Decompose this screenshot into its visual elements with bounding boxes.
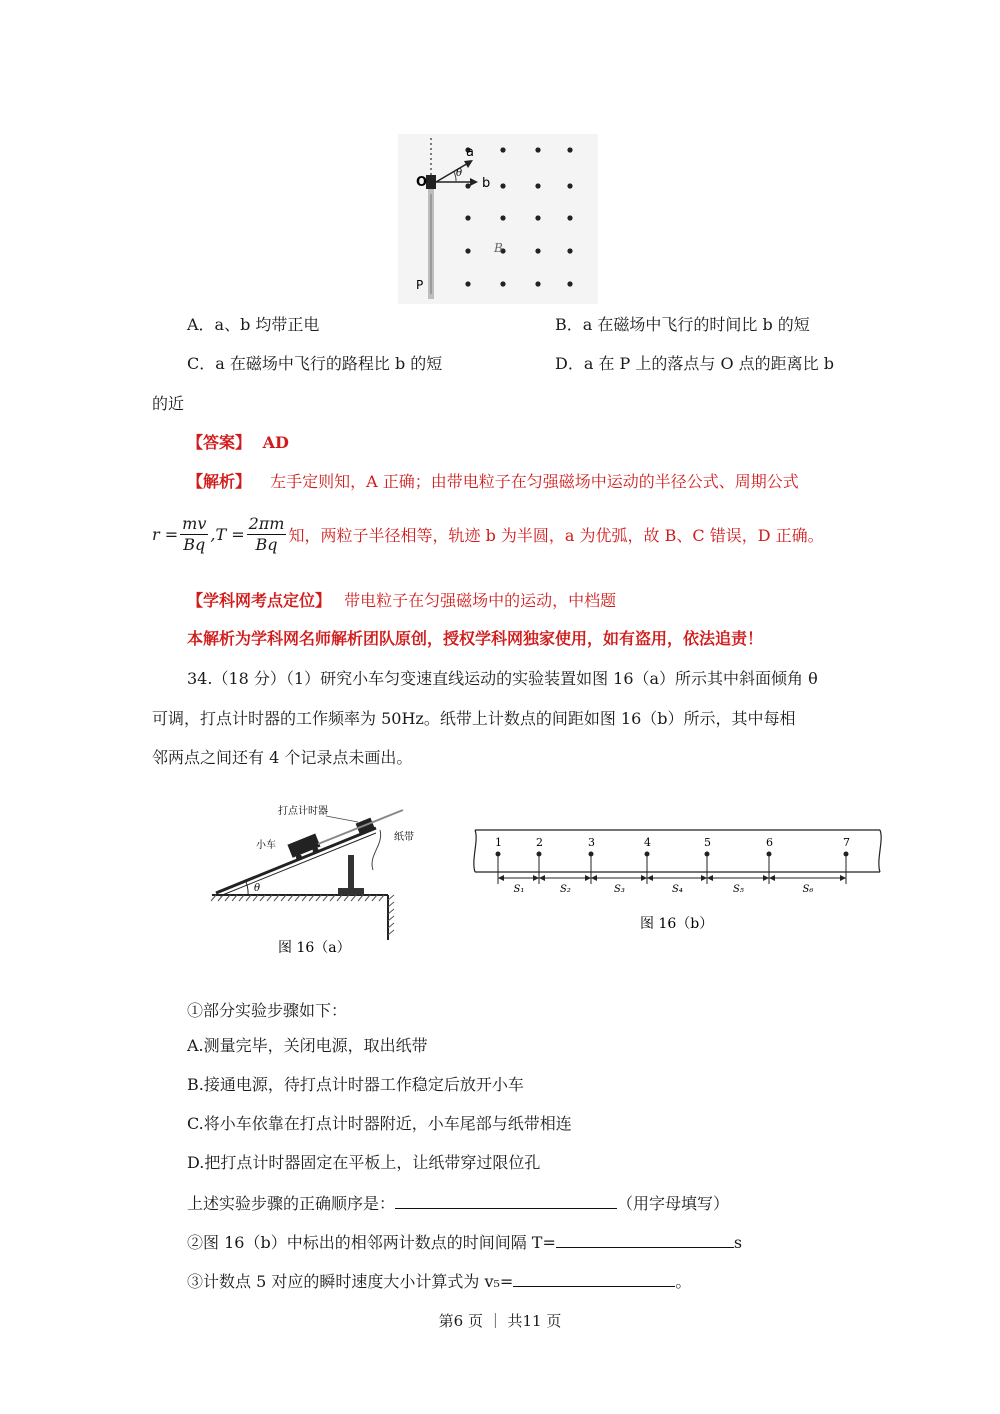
field-dot	[535, 248, 540, 253]
field-dot	[567, 147, 572, 152]
analysis-line1	[187, 471, 799, 493]
option-c: C．a 在磁场中飞行的路程比 b 的短	[187, 354, 443, 373]
order-question	[187, 1192, 729, 1215]
fig16a-label-tape: 纸带	[394, 832, 414, 843]
tape-point-label: 5	[704, 836, 711, 849]
tape-point-label: 2	[536, 836, 543, 849]
field-dot	[535, 281, 540, 286]
answer	[187, 432, 289, 454]
field-dot	[567, 248, 572, 253]
question34-line1: 34.（18 分）（1）研究小车匀变速直线运动的实验装置如图 16（a）所示其中斜面倾角 θ	[187, 669, 818, 688]
fraction-mv-bq	[180, 514, 208, 555]
step-d: D.把打点计时器固定在平板上，让纸带穿过限位孔	[187, 1153, 541, 1172]
answer-label: 【答案】	[187, 433, 252, 452]
kaodian	[187, 590, 616, 612]
formula-T: ,T =	[210, 525, 245, 544]
segment-label: S₃	[614, 884, 625, 895]
tape-point-label: 6	[766, 836, 773, 849]
segment-label: S₂	[560, 884, 571, 895]
steps-intro: ①部分实验步骤如下：	[187, 1001, 348, 1020]
analysis-text1: 左手定则知，A 正确；由带电粒子在匀强磁场中运动的半径公式、周期公式	[270, 472, 799, 491]
order-suffix: （用字母填写）	[617, 1194, 730, 1213]
page-footer: 第6 页 ｜ 共11 页	[438, 1312, 562, 1330]
time-interval-question	[187, 1231, 742, 1254]
fraction-t-numerator: 2πm	[248, 514, 285, 533]
question34-line3: 邻两点之间还有 4 个记录点未画出。	[152, 748, 413, 767]
fraction-2pim-bq	[247, 514, 287, 555]
segment-label: S₅	[733, 884, 744, 895]
field-dot	[535, 215, 540, 220]
field-dot	[500, 215, 505, 220]
field-dot	[465, 215, 470, 220]
kaodian-text: 带电粒子在匀强磁场中的运动，中档题	[344, 591, 617, 610]
fig16b-caption: 图 16（b）	[640, 916, 714, 932]
fraction-t-denominator: Bq	[255, 535, 278, 554]
q3-suffix: 。	[675, 1272, 692, 1291]
field-dot	[465, 281, 470, 286]
fig16a-label-cart: 小车	[256, 840, 276, 851]
field-dot	[500, 281, 505, 286]
label-b: b	[482, 176, 491, 191]
segment-label: S₄	[672, 884, 683, 895]
magnetic-field-figure	[398, 134, 598, 304]
field-dot	[465, 248, 470, 253]
segment-label: S₁	[513, 884, 525, 895]
step-c: C.将小车依靠在打点计时器附近，小车尾部与纸带相连	[187, 1114, 572, 1133]
analysis-label: 【解析】	[187, 472, 252, 491]
label-B: B	[494, 241, 503, 255]
option-d-continued: 的近	[152, 394, 185, 413]
figure-16a	[208, 800, 414, 965]
tape-point-label: 7	[843, 836, 850, 849]
fig16a-label-timer: 打点计时器	[278, 806, 328, 817]
answer-value: AD	[262, 433, 289, 452]
q2-suffix: s	[733, 1233, 743, 1252]
field-dot	[535, 183, 540, 188]
segment-label: S₆	[802, 884, 814, 895]
analysis-text2: 知，两粒子半径相等，轨迹 b 为半圆，a 为优弧，故 B、C 错误，D 正确。	[288, 526, 824, 545]
copyright-notice: 本解析为学科网名师解析团队原创，授权学科网独家使用，如有盗用，依法追责！	[187, 629, 764, 648]
label-theta: θ	[456, 168, 463, 179]
step-a: A.测量完毕，关闭电源，取出纸带	[187, 1036, 428, 1055]
tape-point-label: 3	[588, 836, 595, 849]
analysis-formula-line	[152, 514, 824, 555]
velocity-question	[187, 1270, 691, 1293]
option-b: B．a 在磁场中飞行的时间比 b 的短	[555, 315, 810, 334]
option-d: D．a 在 P 上的落点与 O 点的距离比 b	[555, 354, 835, 373]
field-dot	[500, 183, 505, 188]
fraction-r-denominator: Bq	[183, 535, 206, 554]
time-interval-blank[interactable]	[556, 1231, 734, 1248]
figure-16b	[470, 820, 885, 940]
label-a: a	[466, 145, 474, 160]
question34-line2: 可调，打点计时器的工作频率为 50Hz。纸带上计数点的间距如图 16（b）所示，其中每相	[152, 709, 796, 728]
order-prefix: 上述实验步骤的正确顺序是：	[187, 1194, 396, 1213]
tape-point-label: 1	[495, 836, 502, 849]
field-dot	[567, 215, 572, 220]
label-P: P	[416, 278, 424, 292]
field-dot	[567, 183, 572, 188]
formula-r: r =	[152, 525, 179, 544]
order-answer-blank[interactable]	[395, 1192, 617, 1209]
field-dot	[500, 147, 505, 152]
field-dot	[567, 281, 572, 286]
q2-prefix: ②图 16（b）中标出的相邻两计数点的时间间隔 T=	[187, 1233, 556, 1252]
step-b: B.接通电源，待打点计时器工作稳定后放开小车	[187, 1075, 524, 1094]
kaodian-label: 【学科网考点定位】	[187, 591, 332, 610]
field-dot	[465, 183, 470, 188]
option-a: A．a、b 均带正电	[187, 315, 320, 334]
velocity-blank[interactable]	[513, 1270, 675, 1287]
tape-point-label: 4	[644, 836, 651, 849]
fraction-r-numerator: mv	[182, 514, 207, 533]
field-dot	[535, 147, 540, 152]
label-O: O	[416, 175, 428, 190]
fig16a-caption: 图 16（a）	[278, 940, 351, 956]
fig16a-theta: θ	[254, 883, 261, 894]
q3-prefix: ③计数点 5 对应的瞬时速度大小计算式为 v₅=	[187, 1272, 514, 1291]
